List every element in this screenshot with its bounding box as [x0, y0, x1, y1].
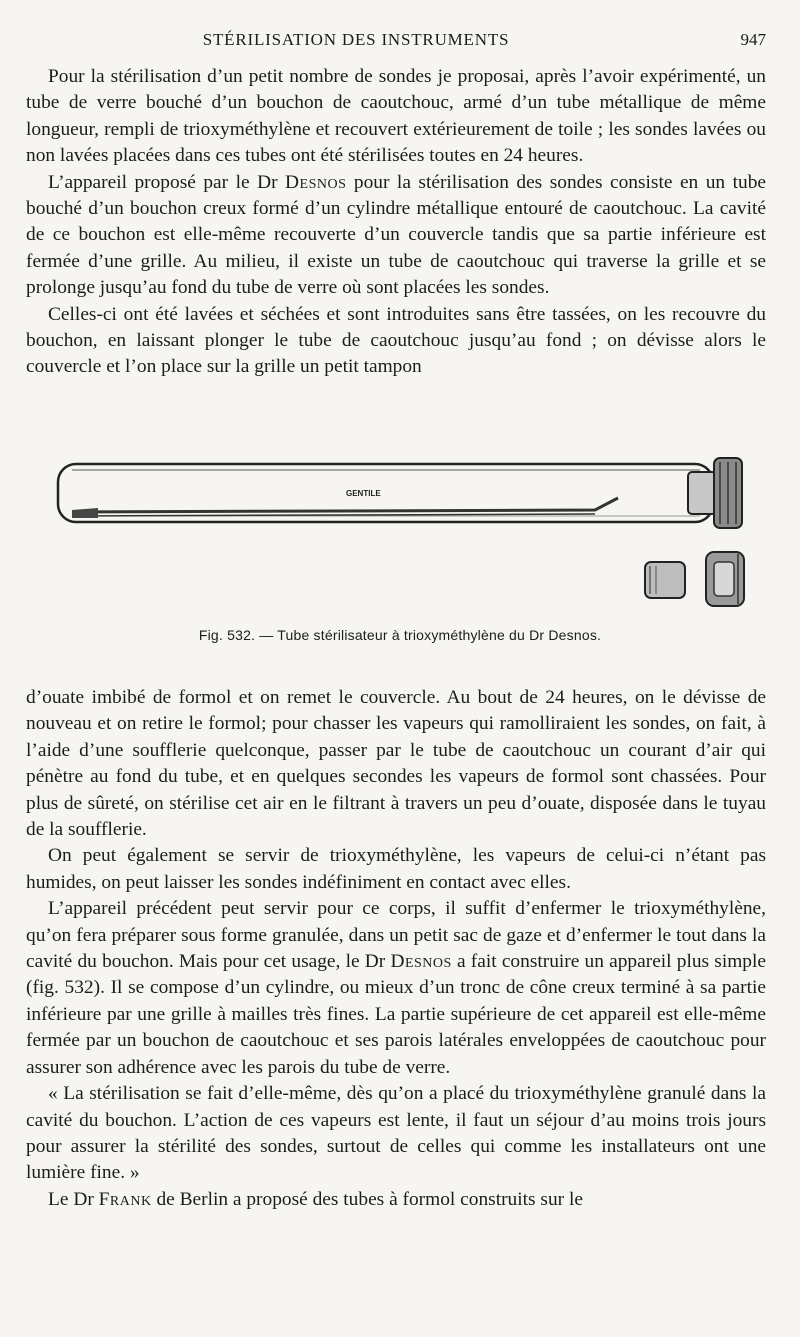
catheter	[72, 498, 618, 512]
text-block-top	[26, 64, 766, 381]
stopper-body	[688, 472, 716, 514]
glass-tube	[58, 464, 713, 522]
text-span: Le	[48, 1188, 74, 1210]
paragraph: Celles-ci ont été lavées et séchées et sont introduites sans être tassées, on les recouvre du bouchon, en laissant plonger le tube de caoutchouc jusqu’au fond ; on dévisse alors le couvercle et l’on place sur la grille un petit tampon	[26, 303, 766, 378]
figure-caption: Fig. 532. — Tube stérilisateur à trioxyméthylène du Dr Desnos.	[198, 627, 602, 643]
filter-cylinder	[645, 562, 685, 598]
page-number: 947	[740, 30, 766, 49]
text-span: L’appareil proposé par le	[48, 171, 258, 193]
catheter-label: GENTILE	[346, 489, 381, 498]
text-span: L’appareil précédent peut servir pour ce corps, il suffit d’enfermer le trioxyméthylène, qu’on fera préparer sous forme granulée, dans un petit sac de gaze et d’enfermer le tout dans la cavité du bouchon. Mais pour cet usage, le	[26, 898, 766, 973]
paragraph: « La stérilisation se fait d’elle-même, dès qu’on a placé du trioxyméthylène granulé dans la cavité du bouchon. L’action de ces vapeurs est lente, il faut un séjour d’au moins trois jours pour assurer la stérilité des sondes, surtout de celles qui comme les installateurs ont une lumière fine. »	[26, 1083, 766, 1184]
person-name: Frank	[98, 1188, 152, 1210]
paragraph	[26, 896, 766, 1081]
paragraph: d’ouate imbibé de formol et on remet le couvercle. Au bout de 24 heures, on le dévisse de nouveau et on retire le formol; pour chasser les vapeurs qui ramolliraient les sondes, on fait, à l’aide d’une soufflerie quelconque, passer par le tube de caoutchouc un courant d’air qui pénètre au fond du tube, et en quelques secondes les vapeurs de formol sont chassées. Pour plus de sûreté, on stérilise cet air en le filtrant à travers un peu d’ouate, disposée dans le tuyau de la soufflerie.	[26, 687, 766, 841]
page-header	[26, 30, 766, 54]
text-span: a fait construire un appareil plus simple (fig. 532). Il se compose d’un cylindre, ou mieux d’un tronc de cône creux terminé à sa partie inférieure par une grille à mailles très fines. La partie supérieure de cet appareil est elle-même fermée par un bouchon de caoutchouc et ses parois latérales enveloppées de caoutchouc pour assurer son adhérence avec les parois du tube de verre.	[26, 951, 766, 1078]
person-name: Desnos	[390, 951, 452, 973]
paragraph	[26, 1187, 766, 1213]
text-block-bottom	[26, 685, 766, 1213]
person-name: Desnos	[285, 171, 347, 193]
cap-inner	[714, 562, 734, 596]
running-title: STÉRILISATION DES INSTRUMENTS	[202, 30, 510, 49]
paragraph: On peut également se servir de trioxyméthylène, les vapeurs de celui-ci n’étant pas humides, on peut laisser les sondes indéfiniment en contact avec elles.	[26, 845, 766, 893]
sterilizer-tube-illustration	[50, 450, 760, 610]
doctor-abbrev: Dr	[257, 171, 278, 193]
text-span: de Berlin a proposé des tubes à formol construits sur le	[151, 1188, 583, 1210]
doctor-abbrev: Dr	[364, 951, 386, 973]
paragraph	[26, 170, 766, 302]
paragraph: Pour la stérilisation d’un petit nombre de sondes je proposai, après l’avoir expérimenté, un tube de verre bouché d’un bouchon de caoutchouc, armé d’un tube métallique de même longueur, rempli de trioxyméthylène et recouvert extérieurement de toile ; les sondes lavées ou non lavées placées dans ces tubes ont été stérilisées toutes en 24 heures.	[26, 66, 766, 167]
text-span: pour la stérilisation des sondes consiste en un tube bouché d’un bouchon creux formé d’un cylindre métallique entouré de caoutchouc. La cavité de ce bouchon est elle-même recouverte d’un couvercle tandis que sa partie inférieure est fermée d’une grille. Au milieu, il existe un tube de caoutchouc qui traverse la grille et se prolonge jusqu’au fond du tube de verre où sont placées les sondes.	[26, 171, 767, 299]
doctor-abbrev: Dr	[73, 1188, 94, 1210]
catheter-tip	[72, 508, 98, 518]
